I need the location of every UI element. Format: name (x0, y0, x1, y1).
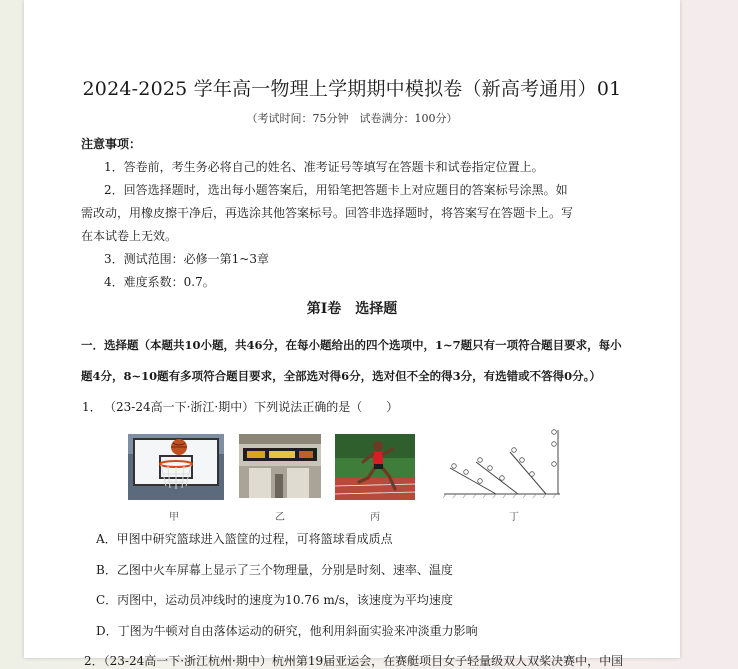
notice-line: 需改动，用橡皮擦干净后，再选涂其他答案标号。回答非选择题时，将答案写在答题卡上。写 (81, 206, 574, 220)
inclined-plane-diagram (442, 424, 572, 504)
section-title: 第Ⅰ卷 选择题 (306, 301, 398, 317)
notice-line: 在本试卷上无效。 (81, 229, 178, 243)
figure-label-ding: 丁 (509, 512, 519, 523)
notice-line: 2．回答选择题时，选出每小题答案后，用铅笔把答题卡上对应题目的答案标号涂黑。如 (104, 183, 568, 197)
option-c: C．丙图中，运动员冲线时的速度为10.76 m/s，该速度为平均速度 (96, 593, 453, 607)
figure-label-yi: 乙 (275, 512, 285, 523)
option-d: D．丁图为牛顿对自由落体运动的研究，他利用斜面实验来冲淡重力影响 (96, 624, 478, 638)
notice-line: 4．难度系数：0.7。 (104, 275, 215, 289)
notice-line: 1．答卷前，考生务必将自己的姓名、准考证号等填写在答题卡和试卷指定位置上。 (104, 160, 544, 174)
figure-label-bing: 丙 (370, 512, 380, 523)
notice-line: 3．测试范围：必修一第1~3章 (104, 252, 269, 266)
option-b: B．乙图中火车屏幕上显示了三个物理量，分别是时刻、速率、温度 (96, 563, 453, 577)
exam-title: 2024-2025 学年高一物理上学期期中模拟卷（新高考通用）01 (82, 78, 622, 100)
option-a: A．甲图中研究篮球进入篮筐的过程，可将篮球看成质点 (96, 532, 393, 546)
question-stem: （23-24高一下·浙江·期中）下列说法正确的是（ ） (104, 400, 399, 414)
document-page (24, 0, 680, 668)
train-screen-figure (239, 434, 321, 498)
exam-subtitle: （考试时间：75分钟 试卷满分：100分） (246, 112, 458, 125)
question-number: 1． (82, 400, 102, 414)
sprinter-figure (335, 434, 415, 500)
notice-heading: 注意事项： (81, 137, 142, 151)
basketball-hoop-figure (128, 434, 224, 500)
question-2-partial: 2．（23-24高一下·浙江杭州·期中）杭州第19届亚运会，在赛艇项目女子轻量级双人双桨决赛中，中国 (84, 654, 624, 668)
part-one-instructions: 一．选择题（本题共10小题，共46分，在每小题给出的四个选项中，1~7题只有一项符合题目要求，每小 (81, 338, 622, 352)
figure-label-jia: 甲 (169, 512, 179, 523)
part-one-instructions: 题4分，8~10题有多项符合题目要求，全部选对得6分，选对但不全的得3分，有选错或不答得0分。） (81, 369, 601, 383)
